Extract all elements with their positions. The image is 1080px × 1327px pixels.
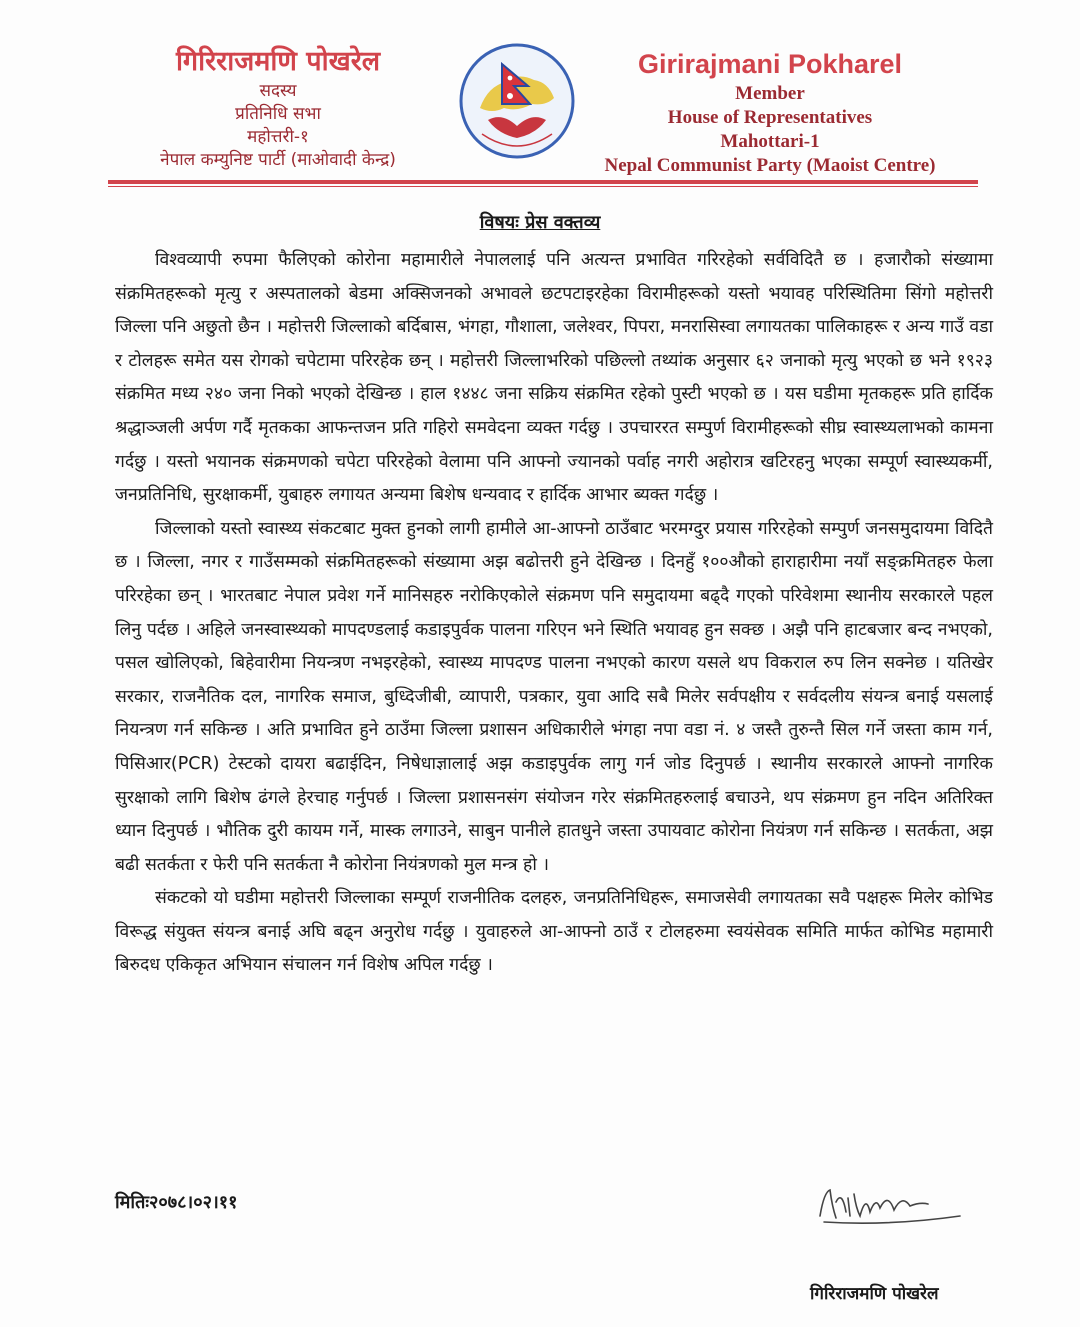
member-name-english: Girirajmani Pokharel <box>637 49 903 79</box>
nepal-flag-emblem-logo <box>458 42 576 160</box>
member-role-english: Member <box>735 83 805 104</box>
document-date: मितिः२०७८।०२।११ <box>115 1192 238 1213</box>
paragraph-2: जिल्लाको यस्तो स्वास्थ्य संकटबाट मुक्त हुनको लागी हामीले आ-आफ्नो ठाउँबाट भरमग्दुर प्रयास गरिरहेको सम्पुर्ण जनसमुदायमा विदितै छ । जिल्ला, नगर र गाउँसम्मको संक्रमितहरूको संख्यामा अझ बढोत्तरी हुने देखिन्छ । दिनहुँ १००औको हाराहारीमा नयाँ सङ्क्रमितहरु फेला परिरहेका छन् । भारतबाट नेपाल प्रवेश गर्ने मानिसहरु नरोकिएकोले संक्रमण पनि समुदायमा बढ्दै गएको परिवेशमा स्थानीय सरकारले पहल लिनु पर्दछ । अहिले जनस्वास्थ्यको मापदण्डलाई कडाइपुर्वक पालना गरिएन भने स्थिति भयावह हुन सक्छ । अझै पनि हाटबजार बन्द नभएको, पसल खोलिएको, बिहेवारीमा नियन्त्रण नभइरहेको, स्वास्थ्य मापदण्ड पालना नभएको कारण यसले थप विकराल रुप लिन सक्नेछ । यतिखेर सरकार, राजनैतिक दल, नागरिक समाज, बुध्दिजीबी, व्यापारी, पत्रकार, युवा आदि सबै मिलेर सर्वपक्षीय र सर्वदलीय संयन्त्र बनाई यसलाई नियन्त्रण गर्न सकिन्छ । अति प्रभावित हुने ठाउँमा जिल्ला प्रशासन अधिकारीले भंगहा नपा वडा नं. ४ जस्तै तुरुन्तै सिल गर्ने जस्ता काम गर्न, पिसिआर(PCR) टेस्टको दायरा बढाईदिन, निषेधाज्ञालाई अझ कडाइपुर्वक लागु गर्न जोड दिनुपर्छ । स्थानीय सरकारले आफ्नो नागरिक सुरक्षाको लागि बिशेष ढंगले हेरचाह गर्नुपर्छ । जिल्ला प्रशासनसंग संयोजन गरेर संक्रमितहरुलाई बचाउने, थप संक्रमण हुन नदिन अतिरिक्त ध्यान दिनुपर्छ । भौतिक दुरी कायम गर्ने, मास्क लगाउने, साबुन पानीले हातधुने जस्ता उपायवाट कोरोना नियंत्रण गर्न सकिन्छ । सतर्कता, अझ बढी सतर्कता र फेरी पनि सतर्कता नै कोरोना नियंत्रणको मुल मन्त्र हो । <box>115 518 993 875</box>
document-body <box>115 244 993 983</box>
paragraph-3: संकटको यो घडीमा महोत्तरी जिल्लाका सम्पूर्ण राजनीतिक दलहरु, जनप्रतिनिधिहरू, समाजसेवी लगायतका सवै पक्षहरू मिलेर कोभिड विरूद्ध संयुक्त संयन्त्र बनाई अघि बढ्न अनुरोध गर्दछु । युवाहरुले आ-आफ्नो ठाउँ र टोलहरुमा स्वयंसेवक समिति मार्फत कोभिड महामारी बिरुदध एकिकृत अभियान संचालन गर्न विशेष अपिल गर्दछु । <box>115 888 993 976</box>
member-name-nepali: गिरिराजमणि पोखरेल <box>175 46 381 77</box>
house-english: House of Representatives <box>667 107 873 128</box>
paragraph-1: विश्वव्यापी रुपमा फैलिएको कोरोना महामारीले नेपाललाई पनि अत्यन्त प्रभावित गरिरहेको सर्वविदितै छ । हजारौको संख्यामा संक्रमितहरूको मृत्यु र अस्पतालको बेडमा अक्सिजनको अभावले छटपटाइरहेका विरामीहरूको यस्तो भयावह परिस्थितिमा सिंगो महोत्तरी जिल्ला पनि अछुतो छैन । महोत्तरी जिल्लाको बर्दिबास, भंगहा, गौशाला, जलेश्वर, पिपरा, मनरासिस्वा लगायतका पालिकाहरू र अन्य गाउँ वडा र टोलहरू समेत यस रोगको चपेटामा परिरहेक छन् । महोत्तरी जिल्लाभरिको पछिल्लो तथ्यांक अनुसार ६२ जनाको मृत्यु भएको छ भने १९२३ संक्रमित मध्य २४० जना निको भएको देखिन्छ । हाल १४४८ जना सक्रिय संक्रमित रहेको पुस्टी भएको छ । यस घडीमा मृतकहरू प्रति हार्दिक श्रद्धाञ्जली अर्पण गर्दै मृतकका आफन्तजन प्रति गहिरो समवेदना व्यक्त गर्दछु । उपचाररत सम्पुर्ण विरामीहरूको सीघ्र स्वास्थ्यलाभको कामना गर्दछु । यस्तो भयानक संक्रमणको चपेटा परिरहेको वेलामा पनि आफ्नो ज्यानको पर्वाह नगरी अहोरात्र खटिरहनु भएका सम्पूर्ण स्वास्थ्यकर्मी, जनप्रतिनिधि, सुरक्षाकर्मी, युबाहरु लगायत अन्यमा बिशेष धन्यवाद र हार्दिक आभार ब्यक्त गर्दछु । <box>115 250 994 506</box>
party-nepali: नेपाल कम्युनिष्ट पार्टी (माओवादी केन्द्र) <box>160 150 396 170</box>
header-divider <box>108 180 978 184</box>
document-subject <box>0 210 1080 234</box>
letterhead-nepali <box>108 44 448 172</box>
party-english: Nepal Communist Party (Maoist Centre) <box>604 155 936 176</box>
signer-name: गिरिराजमणि पोखरेल <box>810 1284 939 1304</box>
house-nepali: प्रतिनिधि सभा <box>235 104 321 124</box>
constituency-nepali: महोत्तरी-१ <box>247 127 309 147</box>
subject-text: विषयः प्रेस वक्तव्य <box>479 212 601 233</box>
letterhead-english <box>575 46 965 178</box>
handwritten-signature <box>810 1172 970 1232</box>
header-divider-thin <box>108 186 978 187</box>
constituency-english: Mahottari-1 <box>720 131 820 152</box>
member-role-nepali: सदस्य <box>259 81 297 101</box>
letterhead <box>0 0 1080 200</box>
